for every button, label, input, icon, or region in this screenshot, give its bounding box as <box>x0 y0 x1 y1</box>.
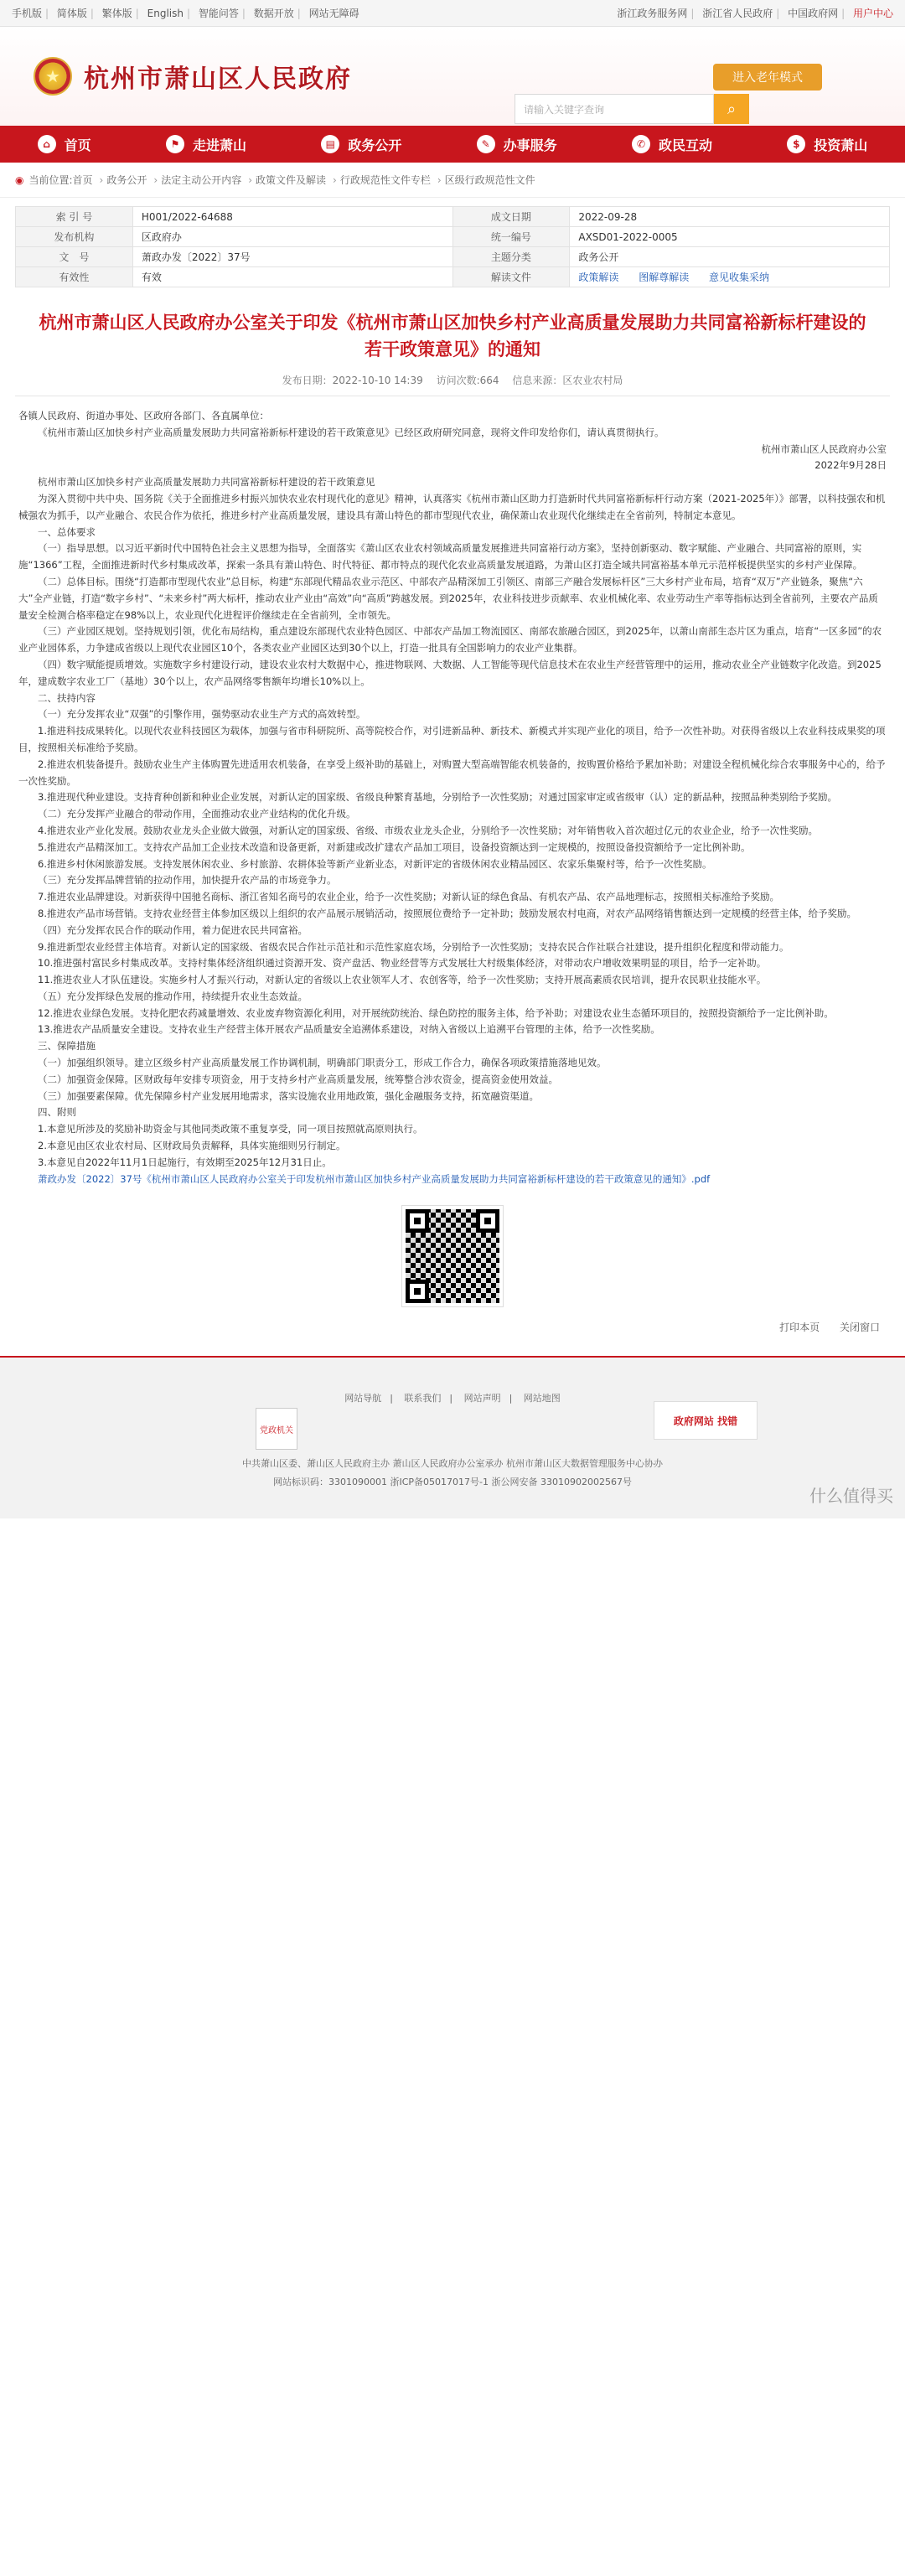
print-button[interactable]: 打印本页 <box>779 1322 820 1334</box>
footer-link-sitemap[interactable]: 网站地图 <box>523 1393 561 1404</box>
top-bar-left: 手机版 | 简体版 | 繁体版 | English | 智能问答 | 数据开放 | 网站无障碍 <box>12 8 359 19</box>
info-source: 信息来源：区农业农村局 <box>512 375 623 386</box>
smart-qa-link[interactable]: 智能问答 <box>198 8 239 19</box>
search-input[interactable] <box>515 94 714 124</box>
breadcrumb-item[interactable]: 政务公开 <box>106 174 147 186</box>
view-count: 访问次数:664 <box>436 375 499 386</box>
traditional-link[interactable]: 繁体版 <box>101 8 132 19</box>
article-paragraph: 8.推进农产品市场营销。支持农业经营主体参加区级以上组织的农产品展示展销活动，按照展位费给予一定补助；鼓励发展农村电商，对农产品网络销售额达到一定规模的经营主体，给予奖励。 <box>38 907 856 919</box>
footer-sponsor: 中共萧山区委、萧山区人民政府主办 萧山区人民政府办公室承办 杭州市萧山区大数据管理服务中心协办 <box>242 1458 663 1470</box>
breadcrumb-item[interactable]: 区级行政规范性文件 <box>444 174 535 186</box>
breadcrumb-item[interactable]: 政策文件及解读 <box>256 174 327 186</box>
breadcrumb-item[interactable]: 行政规范性文件专栏 <box>339 174 431 186</box>
zj-service-link[interactable]: 浙江政务服务网 <box>617 8 688 19</box>
page-actions <box>0 1320 905 1334</box>
table-row: 索 引 号 H001/2022-64688 成文日期 2022-09-28 <box>16 207 890 227</box>
article-paragraph: （五）充分发挥绿色发展的推动作用，持续提升农业生态效益。 <box>38 990 308 1002</box>
footer-link-statement[interactable]: 网站声明 <box>463 1393 501 1404</box>
article-paragraph: （二）总体目标。围绕“打造都市型现代农业”总目标，构建“东部现代精品农业示范区、中部农产品精深加工引领区、南部三产融合发展标杆区”三大乡村产业布局，培育“双万”产业链条，聚焦“六大”全产业链，打造“数字乡村”、“未来乡村”两大标杆，推动农业产业由“高效”向“高质”跨越发展。到2025年，农业科技进步贡献率、农业机械化率、农业劳动生产率等指标达到全省前列，主要农产品质量安全检测合格率稳定在98%以上，农业现代化进程评价继续走在全省前列，全市领先。 <box>18 575 878 621</box>
document-icon: ▤ <box>321 135 339 153</box>
graphic-interp-link[interactable]: 图解尊解读 <box>639 272 690 283</box>
footer <box>0 1356 905 1518</box>
article-paragraph: 二、扶持内容 <box>38 691 96 704</box>
nav-label: 办事服务 <box>503 137 557 153</box>
gov-site-error-badge[interactable]: 政府网站 找错 <box>654 1401 758 1440</box>
article-body <box>0 396 905 1187</box>
accessibility-link[interactable]: 网站无障碍 <box>308 8 359 19</box>
nav-label: 政民互动 <box>658 137 712 153</box>
location-pin-icon: ◉ <box>15 173 24 186</box>
chevron-right-icon: › <box>248 173 253 186</box>
feedback-link[interactable]: 意见收集采纳 <box>709 272 770 283</box>
nav-label: 走进萧山 <box>192 137 246 153</box>
watermark-text: 什么值得买 <box>809 1486 893 1507</box>
main-nav <box>0 126 905 163</box>
article-paragraph: 13.推进农产品质量安全建设。支持农业生产经营主体开展农产品质量安全追溯体系建设，对纳入省级以上追溯平台管理的主体，给予一次性奖励。 <box>38 1023 660 1036</box>
simplified-link[interactable]: 简体版 <box>56 8 87 19</box>
chevron-right-icon: › <box>153 173 158 186</box>
table-row: 发布机构 区政府办 统一编号 AXSD01-2022-0005 <box>16 227 890 247</box>
user-center-link[interactable]: 用户中心 <box>852 8 893 19</box>
nav-invest[interactable] <box>787 135 867 154</box>
breadcrumb-item[interactable]: 首页 <box>72 174 93 186</box>
cn-gov-link[interactable]: 中国政府网 <box>788 8 839 19</box>
article-paragraph: 2022年9月28日 <box>814 459 887 472</box>
chevron-right-icon: › <box>437 173 442 186</box>
qr-corner <box>406 1209 429 1233</box>
article-paragraph: 12.推进农业绿色发展。支持化肥农药减量增效、农业废弃物资源化利用，对开展统防统治、绿色防控的服务主体，给予补助；对建设农业生态循环项目的，按照投资额给予一定比例补助。 <box>38 1006 834 1019</box>
qr-code <box>402 1206 503 1306</box>
chevron-right-icon: › <box>99 173 104 186</box>
article-paragraph: （二）加强资金保障。区财政每年安排专项资金，用于支持乡村产业高质量发展，统筹整合涉农资金，提高资金使用效益。 <box>38 1073 558 1085</box>
article-paragraph: （一）充分发挥农业“双强”的引擎作用，强势驱动农业生产方式的高效转型。 <box>38 708 366 721</box>
qr-corner <box>406 1280 429 1303</box>
article-paragraph: 3.本意见自2022年11月1日起施行，有效期至2025年12月31日止。 <box>38 1156 332 1168</box>
party-gov-badge[interactable]: 党政机关 <box>256 1408 297 1450</box>
pen-icon: ✎ <box>477 135 495 153</box>
footer-link-contact[interactable]: 联系我们 <box>404 1393 442 1404</box>
article-paragraph: 3.推进现代种业建设。支持育种创新和种业企业发展，对新认定的国家级、省级良种繁育基地，分别给予一次性奖励；对通过国家审定或省级审（认）定的新品种，按照品种类别给予奖励。 <box>38 791 837 804</box>
table-row: 文 号 萧政办发〔2022〕37号 主题分类 政务公开 <box>16 247 890 267</box>
article-paragraph: 4.推进农业产业化发展。鼓励农业龙头企业做大做强，对新认定的国家级、省级、市级农业龙头企业，分别给予一次性奖励；对年销售收入首次超过亿元的农业企业，给予一次性奖励。 <box>38 824 818 836</box>
breadcrumb-item[interactable]: 法定主动公开内容 <box>161 174 242 186</box>
home-icon: ⌂ <box>38 135 56 153</box>
article-meta <box>15 373 890 396</box>
breadcrumb <box>0 163 905 198</box>
nav-home[interactable] <box>38 135 91 154</box>
search-button[interactable] <box>714 94 749 124</box>
elder-mode-button[interactable]: 进入老年模式 <box>713 64 822 91</box>
article-paragraph: 《杭州市萧山区加快乡村产业高质量发展助力共同富裕新标杆建设的若干政策意见》已经区政府研究同意，现将文件印发给你们，请认真贯彻执行。 <box>38 426 665 438</box>
search-placeholder: 请输入关键字查询 <box>524 103 605 116</box>
article-paragraph: 11.推进农业人才队伍建设。实施乡村人才振兴行动，对新认定的省级以上农业领军人才、农创客等，给予一次性奖励；支持开展高素质农民培训，提升农民职业技能水平。 <box>38 974 767 986</box>
nav-label: 政务公开 <box>348 137 402 153</box>
article-paragraph: 6.推进乡村休闲旅游发展。支持发展休闲农业、乡村旅游、农耕体验等新产业新业态，对新评定的省级休闲农业精品园区、农家乐集聚村等，给予一次性奖励。 <box>38 857 712 870</box>
document-info-table <box>15 206 890 287</box>
article-paragraph: （四）充分发挥农民合作的联动作用，着力促进农民共同富裕。 <box>38 923 308 936</box>
article-paragraph: （四）数字赋能提质增效。实施数字乡村建设行动，建设农业农村大数据中心，推进物联网、大数据、人工智能等现代信息技术在农业生产经营管理中的运用，推动农业全产业链数字化改造。到2025年，建成数字农业工厂（基地）30个以上，农产品网络零售额年均增长10%以上。 <box>18 658 882 687</box>
article-paragraph: 5.推进农产品精深加工。支持农产品加工企业技术改造和设备更新，对新建或改扩建农产品加工项目，设备投资额达到一定规模的，按照设备投资额给予一定比例补助。 <box>38 841 751 853</box>
top-bar <box>0 0 905 27</box>
qr-corner <box>476 1209 499 1233</box>
article-paragraph: 2.推进农机装备提升。鼓励农业生产主体购置先进适用农机装备，在享受上级补助的基础上，对购置大型高端智能农机装备的，按购置价格给予累加补助；对建设全程机械化综合农事服务中心的，给予一次性奖励。 <box>18 758 886 787</box>
article-paragraph: 10.推进强村富民乡村集成改革。支持村集体经济组织通过资源开发、资产盘活、物业经营等方式发展壮大村级集体经济，对带动农户增收效果明显的项目，给予一定补助。 <box>38 957 767 970</box>
chevron-right-icon: › <box>333 173 337 186</box>
publish-date: 发布日期：2022-10-10 14:39 <box>282 375 423 386</box>
attachment-link[interactable]: 萧政办发〔2022〕37号《杭州市萧山区人民政府办公室关于印发杭州市萧山区加快乡村产业高质量发展助力共同富裕新标杆建设的若干政策意见的通知》.pdf <box>38 1172 711 1185</box>
article-paragraph: 1.本意见所涉及的奖励补助资金与其他同类政策不重复享受，同一项目按照就高原则执行。 <box>38 1123 423 1135</box>
article-paragraph: （一）加强组织领导。建立区级乡村产业高质量发展工作协调机制，明确部门职责分工，形成工作合力，确保各项政策措施落地见效。 <box>38 1057 607 1069</box>
footer-link-nav[interactable]: 网站导航 <box>344 1393 382 1404</box>
flag-icon: ⚑ <box>166 135 184 153</box>
footer-icp: 网站标识码：3301090001 浙ICP备05017017号-1 浙公网安备 33010902002567号 <box>273 1477 632 1488</box>
nav-label: 投资萧山 <box>814 137 868 153</box>
national-emblem-icon: ★ <box>34 57 72 96</box>
article-paragraph: 7.推进农业品牌建设。对新获得中国驰名商标、浙江省知名商号的农业企业，给予一次性奖励；对新认证的绿色食品、有机农产品、农产品地理标志，按照相关标准给予奖励。 <box>38 891 779 903</box>
article-paragraph: 一、总体要求 <box>38 525 96 538</box>
article-paragraph: 1.推进科技成果转化。以现代农业科技园区为载体，加强与省市科研院所、高等院校合作，对引进新品种、新技术、新模式并实现产业化的项目，给予一次性补助。对获得省级以上农业科技成果奖的项目，按照相关标准给予奖励。 <box>18 725 886 753</box>
site-title[interactable]: 杭州市萧山区人民政府 <box>84 65 352 94</box>
article-paragraph: 四、附则 <box>38 1106 76 1119</box>
nav-gov-open[interactable] <box>321 135 401 154</box>
zj-gov-link[interactable]: 浙江省人民政府 <box>702 8 773 19</box>
policy-interp-link[interactable]: 政策解读 <box>578 272 619 283</box>
article-title: 杭州市萧山区人民政府办公室关于印发《杭州市萧山区加快乡村产业高质量发展助力共同富裕新标杆建设的若干政策意见》的通知 <box>39 313 866 360</box>
article-paragraph: 各镇人民政府、街道办事处、区政府各部门、各直属单位： <box>18 410 269 422</box>
search-icon: ⌕ <box>727 100 737 118</box>
nav-label: 首页 <box>64 137 91 153</box>
nav-services[interactable] <box>477 135 557 154</box>
mobile-link[interactable]: 手机版 <box>12 8 43 19</box>
article-paragraph: 三、保障措施 <box>38 1040 96 1053</box>
article-paragraph: 9.推进新型农业经营主体培育。对新认定的国家级、省级农民合作社示范社和示范性家庭农场，分别给予一次性奖励；支持农民合作社联合社建设，提升组织化程度和带动能力。 <box>38 940 789 953</box>
breadcrumb-prefix: 当前位置: <box>28 174 73 186</box>
article-paragraph: 2.本意见由区农业农村局、区财政局负责解释，具体实施细则另行制定。 <box>38 1140 346 1152</box>
article-paragraph: （二）充分发挥产业融合的带动作用，全面推动农业产业结构的优化升级。 <box>38 808 356 820</box>
header <box>0 27 905 126</box>
top-bar-right: 浙江政务服务网 | 浙江省人民政府 | 中国政府网 | 用户中心 <box>617 8 893 19</box>
nav-interaction[interactable] <box>632 135 712 154</box>
footer-links: 网站导航 | 联系我们 | 网站声明 | 网站地图 <box>344 1393 561 1404</box>
money-icon: $ <box>787 135 805 153</box>
article-paragraph: 杭州市萧山区人民政府办公室 <box>761 442 887 455</box>
article-paragraph: 杭州市萧山区加快乡村产业高质量发展助力共同富裕新标杆建设的若干政策意见 <box>38 476 375 489</box>
close-window-button[interactable]: 关闭窗口 <box>839 1322 880 1334</box>
article-paragraph: （三）充分发挥品牌营销的拉动作用，加快提升农产品的市场竞争力。 <box>38 874 337 887</box>
interpretation-links <box>570 267 890 287</box>
article-paragraph: （三）产业园区规划。坚持规划引领，优化布局结构，重点建设东部现代农业特色园区、中部农产品加工物流园区、南部农旅融合园区，到2025年，以萧山南部生态片区为重点，培育“一区多园”的农业产业园体系，力争建成省级以上现代农业园区10个，各类农业产业园区达到30个以上，打造一批具有全国影响力的农业产业集群。 <box>18 625 882 654</box>
english-link[interactable]: English <box>147 8 184 19</box>
article-paragraph: 为深入贯彻中共中央、国务院《关于全面推进乡村振兴加快农业农村现代化的意见》精神，认真落实《杭州市萧山区助力打造新时代共同富裕新标杆行动方案（2021-2025年）》部署，以科技强农和机械强农为抓手，以产业融合、农民合作为依托，推进乡村产业高质量发展，建设具有萧山特色的都市型现代农业，确保萧山农业现代化继续走在全省前列，特制定本意见。 <box>18 492 886 521</box>
phone-icon: ✆ <box>632 135 650 153</box>
table-row: 有效性 有效 解读文件 政策解读 图解尊解读 意见收集采纳 <box>16 267 890 287</box>
nav-about[interactable] <box>166 135 246 154</box>
article-paragraph: （一）指导思想。以习近平新时代中国特色社会主义思想为指导，全面落实《萧山区农业农村领域高质量发展推进共同富裕行动方案》，坚持创新驱动、数字赋能、产业融合、共同富裕的原则，实施“1366”工程，全面推进新时代乡村集成改革，探索一条具有萧山特色、时代特征、都市特点的现代化农业高质量发展道路，为萧山区打造全域共同富裕基本单元示范样板提供坚实的乡村产业保障。 <box>18 542 863 572</box>
open-data-link[interactable]: 数据开放 <box>253 8 294 19</box>
article-paragraph: （三）加强要素保障。优先保障乡村产业发展用地需求，落实设施农业用地政策，强化金融服务支持，拓宽融资渠道。 <box>38 1089 539 1102</box>
